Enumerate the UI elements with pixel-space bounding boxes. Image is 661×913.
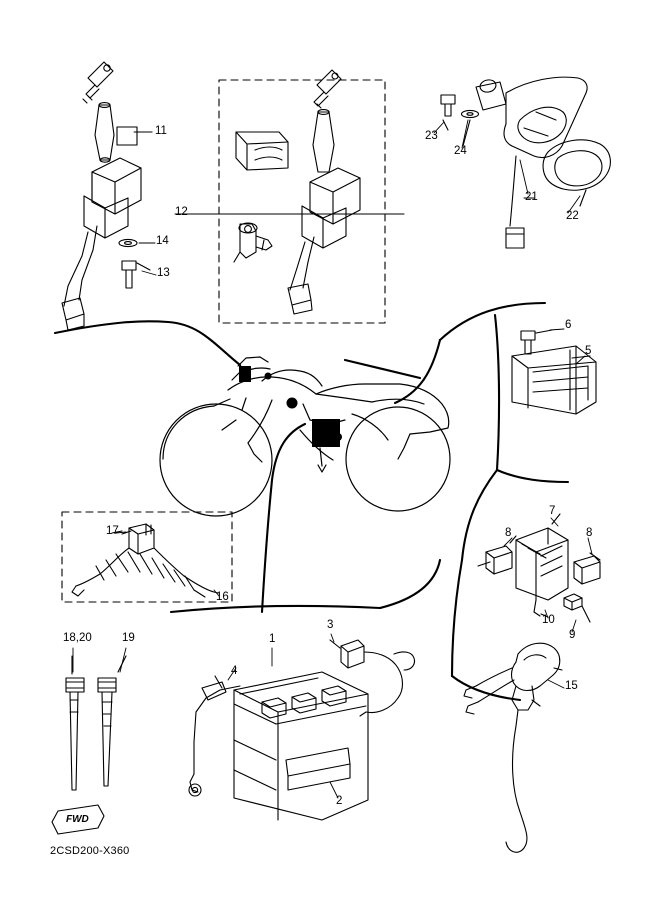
motorcycle-outline bbox=[160, 357, 450, 516]
callout-19: 19 bbox=[122, 632, 135, 644]
callout-1: 1 bbox=[269, 633, 276, 645]
parts-1-4-battery bbox=[189, 640, 415, 820]
part-11-main-switch bbox=[62, 62, 152, 330]
callout-9: 9 bbox=[569, 629, 576, 641]
callout-23: 23 bbox=[425, 130, 438, 142]
callout-14: 14 bbox=[156, 235, 169, 247]
callout-21: 21 bbox=[525, 191, 538, 203]
parts-5-6-rectifier bbox=[512, 330, 596, 414]
callout-3: 3 bbox=[327, 619, 334, 631]
callout-22: 22 bbox=[566, 210, 579, 222]
callout-16: 16 bbox=[216, 591, 229, 603]
callout-15: 15 bbox=[565, 680, 578, 692]
parts-16-17-wire-harness bbox=[62, 512, 232, 602]
parts-21-24-coupler-assembly bbox=[441, 77, 610, 248]
callout-5: 5 bbox=[585, 345, 592, 357]
callout-4: 4 bbox=[231, 665, 238, 677]
callout-24: 24 bbox=[454, 145, 467, 157]
parts-7-10-starter-relay bbox=[478, 514, 600, 622]
callout-6: 6 bbox=[565, 319, 572, 331]
parts-18-20-bands bbox=[66, 656, 126, 790]
callout-8-right: 8 bbox=[586, 527, 593, 539]
callout-17: 17 bbox=[106, 525, 119, 537]
part-12-key-set-group bbox=[219, 70, 404, 323]
part-15-plug-cap bbox=[464, 643, 562, 852]
callout-8-left: 8 bbox=[505, 527, 512, 539]
fwd-label: FWD bbox=[66, 814, 89, 825]
callout-18-20: 18,20 bbox=[63, 632, 92, 644]
callout-11: 11 bbox=[155, 125, 167, 137]
callout-13: 13 bbox=[157, 267, 170, 279]
callout-12: 12 bbox=[175, 206, 188, 218]
callout-10: 10 bbox=[542, 614, 555, 626]
diagram-part-number: 2CSD200-X360 bbox=[50, 845, 130, 857]
callout-2: 2 bbox=[336, 795, 343, 807]
callout-7: 7 bbox=[549, 505, 556, 517]
